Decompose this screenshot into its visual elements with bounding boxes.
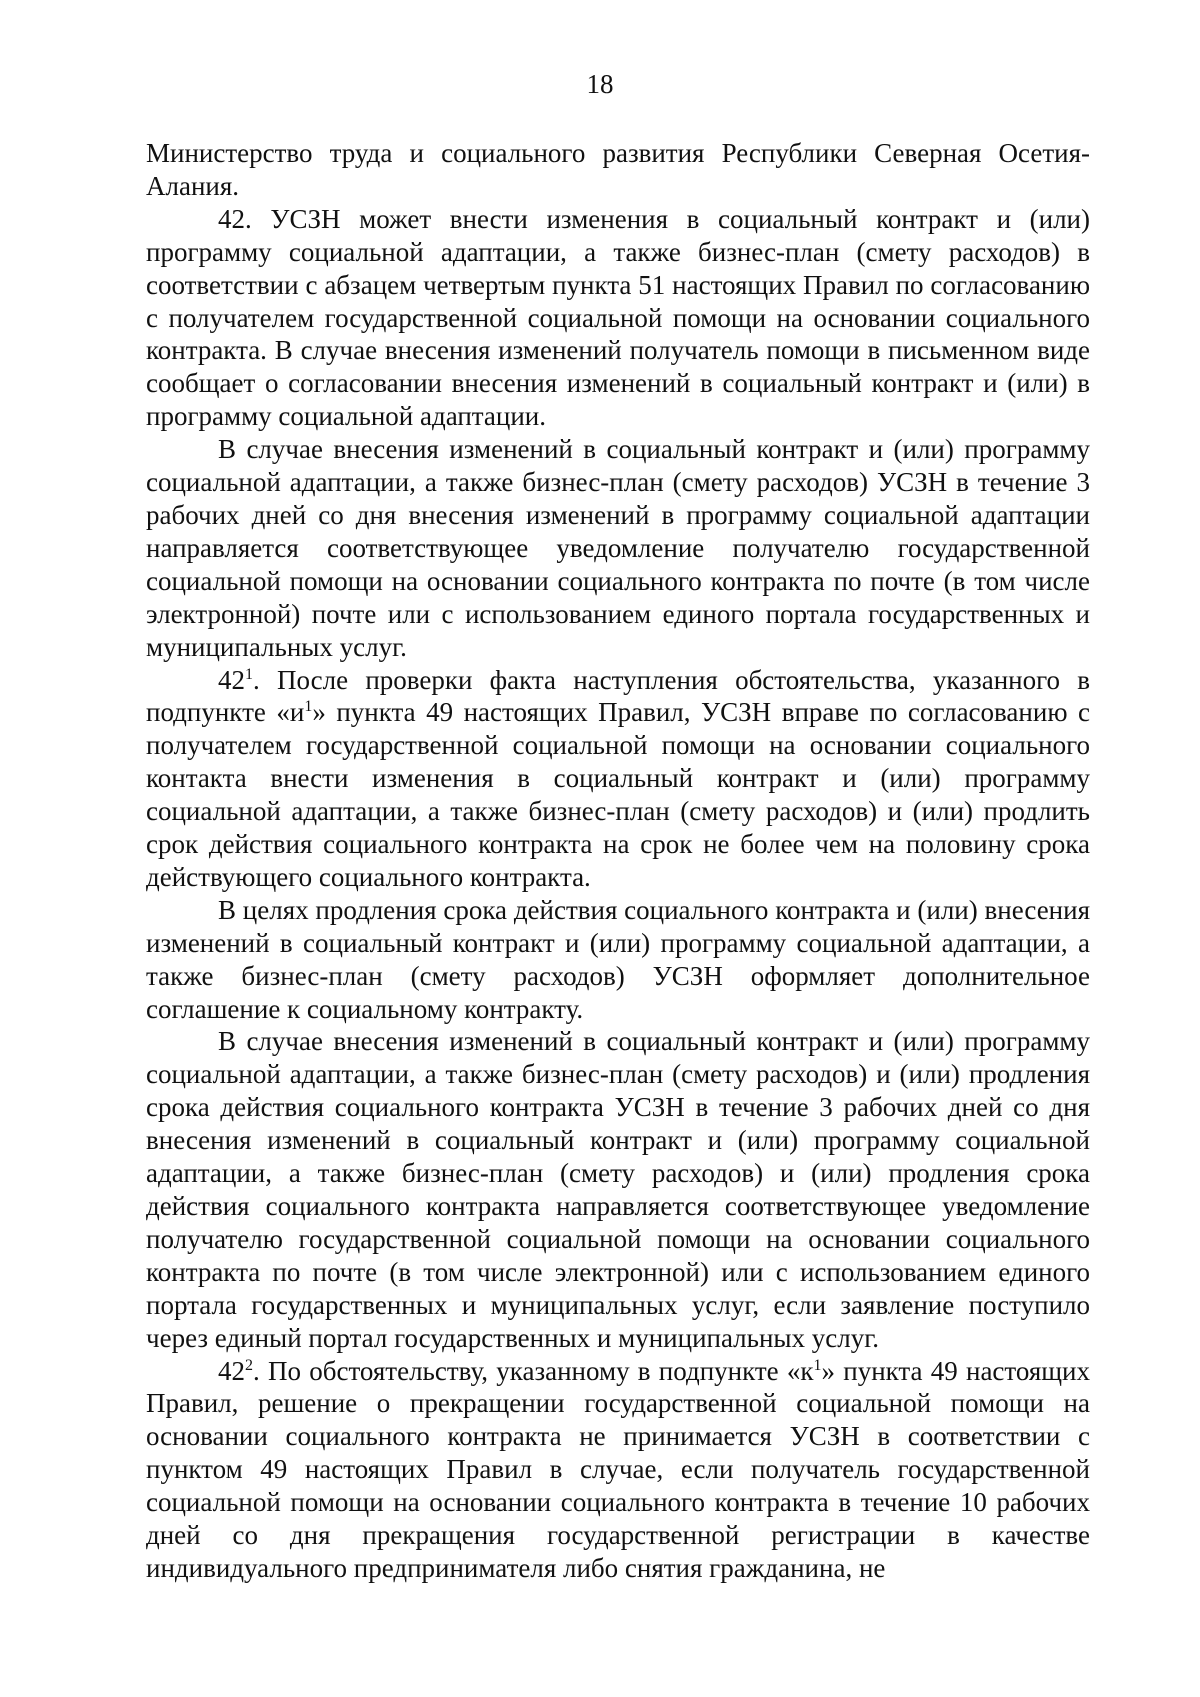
text-run: 42 xyxy=(218,664,245,695)
text-run: В случае внесения изменений в социальный контракт и (или) программу социальной адаптации, а также бизнес-план (смету расходов) УСЗН в течение 3 рабочих дней со дня внесения изменений в программу социальной адаптации направляется соответствующее уведомление получателю государственной социальной помощи на основании социального контракта по почте (в том числе электронной) почте или с использованием единого портала государственных и муниципальных услуг. xyxy=(146,434,1090,662)
document-body xyxy=(146,137,1090,1585)
text-run: Министерство труда и социального развития Республики Северная Осетия-Алания. xyxy=(146,138,1090,201)
paragraph xyxy=(146,894,1090,1026)
text-run: . По обстоятельству, указанному в подпункте «к xyxy=(253,1355,814,1386)
superscript: 1 xyxy=(245,665,253,683)
text-run: 42. УСЗН может внести изменения в социальный контракт и (или) программу социальной адаптации, а также бизнес-план (смету расходов) в соответствии с абзацем четвертым пункта 51 настоящих Правил по согласованию с получателем государственной социальной помощи на основании социального контракта. В случае внесения изменений получатель помощи в письменном виде сообщает о согласовании внесения изменений в социальный контракт и (или) в программу социальной адаптации. xyxy=(146,203,1090,432)
superscript: 1 xyxy=(304,698,313,716)
paragraph xyxy=(146,1025,1090,1354)
paragraph xyxy=(146,433,1090,663)
superscript: 2 xyxy=(245,1356,253,1374)
text-run: » пункта 49 настоящих Правил, решение о прекращении государственной социальной помощи на основании социального контракта не принимается УСЗН в соответствии с пунктом 49 настоящих Правил в случае, если получатель государственной социальной помощи на основании социального контракта в течение 10 рабочих дней со дня прекращения государственной регистрации в качестве индивидуального предпринимателя либо снятия гражданина, не xyxy=(146,1355,1091,1583)
text-run: . После проверки факта наступления обстоятельства, указанного в подпункте «и xyxy=(146,664,1090,728)
text-run: В случае внесения изменений в социальный контракт и (или) программу социальной адаптации, а также бизнес-план (смету расходов) и (или) продления срока действия социального контракта УСЗН в течение 3 рабочих дней со дня внесения изменений в социальный контракт и (или) программу социальной адаптации, а также бизнес-план (смету расходов) и (или) продления срока действия социального контракта направляется соответствующее уведомление получателю государственной социальной помощи на основании социального контракта по почте (в том числе электронной) или с использованием единого портала государственных и муниципальных услуг, если заявление поступило через единый портал государственных и муниципальных услуг. xyxy=(146,1026,1090,1353)
text-run: » пункта 49 настоящих Правил, УСЗН вправе по согласованию с получателем государственной социальной помощи на основании социального контакта внести изменения в социальный контракт и (или) программу социальной адаптации, а также бизнес-план (смету расходов) и (или) продлить срок действия социального контракта на срок не более чем на половину срока действующего социального контракта. xyxy=(146,697,1090,892)
paragraph xyxy=(146,664,1090,894)
superscript: 1 xyxy=(813,1356,822,1374)
text-run: 42 xyxy=(218,1355,245,1386)
paragraph xyxy=(146,137,1090,203)
paragraph xyxy=(146,203,1090,433)
paragraph xyxy=(146,1355,1090,1585)
text-run: В целях продления срока действия социального контракта и (или) внесения изменений в социальный контракт и (или) программу социальной адаптации, а также бизнес-план (смету расходов) УСЗН оформляет дополнительное соглашение к социальному контракту. xyxy=(146,894,1090,1024)
page-number: 18 xyxy=(586,69,614,99)
